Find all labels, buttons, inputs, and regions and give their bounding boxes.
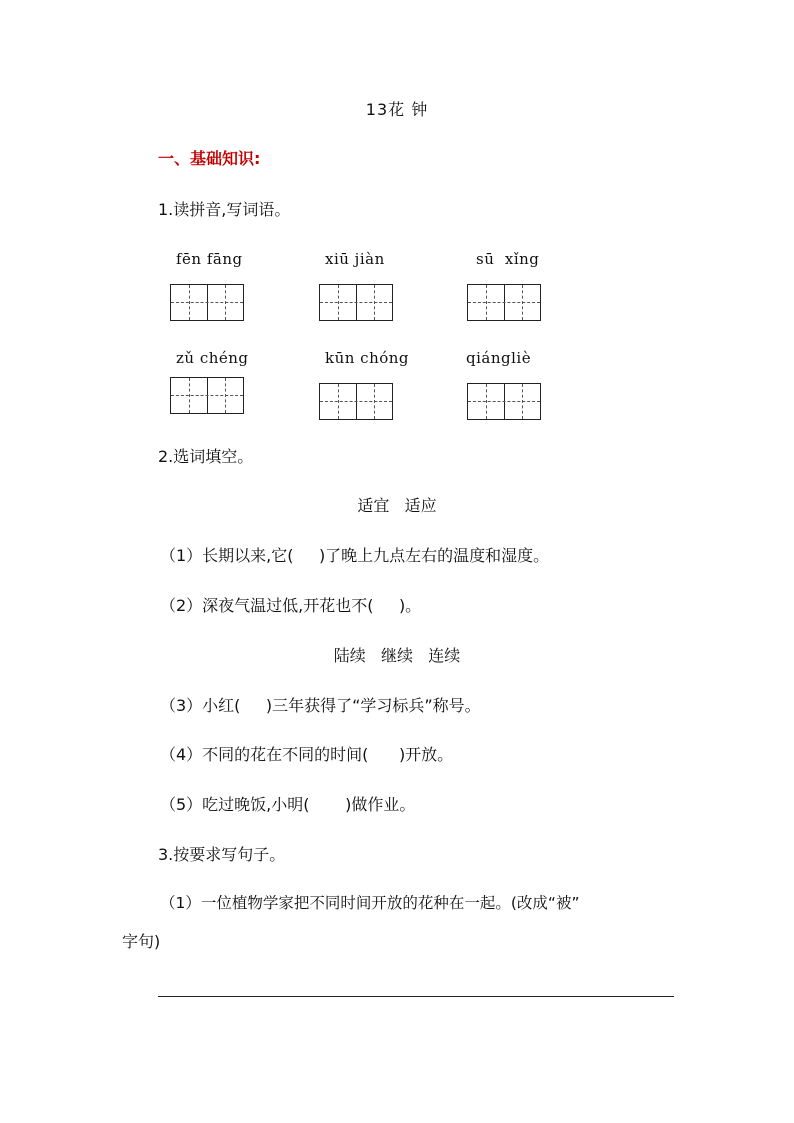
writing-grid-qianglie[interactable] xyxy=(467,383,541,420)
page-title: 13花 钟 xyxy=(365,100,429,119)
word-choices-group-1: 适宜 适应 xyxy=(357,496,437,515)
fill-item-4: （4）不同的花在不同的时间( )开放。 xyxy=(160,745,454,764)
question-3-prompt: 3.按要求写句子。 xyxy=(158,845,286,864)
fill-item-1: （1）长期以来,它( )了晚上九点左右的温度和湿度。 xyxy=(160,546,550,565)
pinyin-qianglie: qiángliè xyxy=(466,349,532,367)
writing-grid-zucheng[interactable] xyxy=(170,377,244,414)
word-choices-group-2: 陆续 继续 连续 xyxy=(333,646,461,665)
fill-item-2: （2）深夜气温过低,开花也不( )。 xyxy=(160,596,422,615)
writing-grid-suxing[interactable] xyxy=(467,284,541,321)
fill-item-5: （5）吃过晚饭,小明( )做作业。 xyxy=(160,795,416,814)
pinyin-kunchong: kūn chóng xyxy=(325,349,410,367)
rewrite-item-1-line-2: 字句) xyxy=(122,932,161,951)
rewrite-item-1-line-1: （1）一位植物学家把不同时间开放的花种在一起。(改成“被” xyxy=(160,894,580,912)
section-heading: 一、基础知识: xyxy=(158,149,261,168)
pinyin-fenfang: fēn fāng xyxy=(176,250,243,268)
writing-grid-xiujian[interactable] xyxy=(319,284,393,321)
writing-grid-kunchong[interactable] xyxy=(319,383,393,420)
answer-line[interactable] xyxy=(158,996,674,997)
pinyin-xiujian: xiū jiàn xyxy=(325,250,385,268)
question-2-prompt: 2.选词填空。 xyxy=(158,447,254,466)
pinyin-zucheng: zǔ chéng xyxy=(176,349,249,367)
pinyin-suxing: sū xǐng xyxy=(476,250,540,268)
writing-grid-fenfang[interactable] xyxy=(170,284,244,321)
question-1-prompt: 1.读拼音,写词语。 xyxy=(158,200,291,219)
fill-item-3: （3）小红( )三年获得了“学习标兵”称号。 xyxy=(160,696,481,715)
